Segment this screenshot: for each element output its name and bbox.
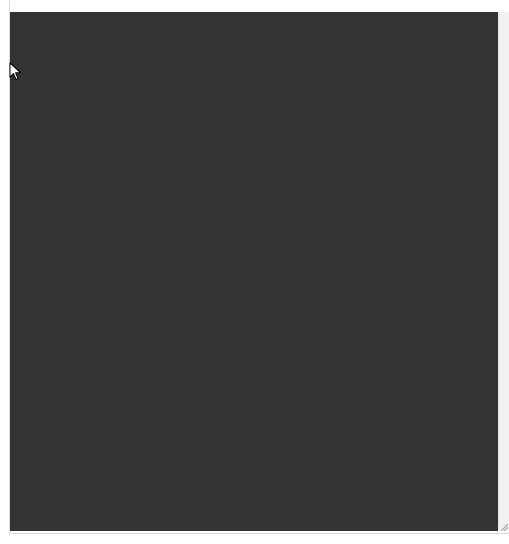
resize-grip-icon[interactable]	[501, 524, 508, 531]
log-console[interactable]	[10, 12, 498, 531]
vertical-scrollbar[interactable]	[498, 12, 509, 531]
install-log-dialog	[9, 0, 509, 534]
arrow-cursor-icon	[9, 62, 23, 82]
